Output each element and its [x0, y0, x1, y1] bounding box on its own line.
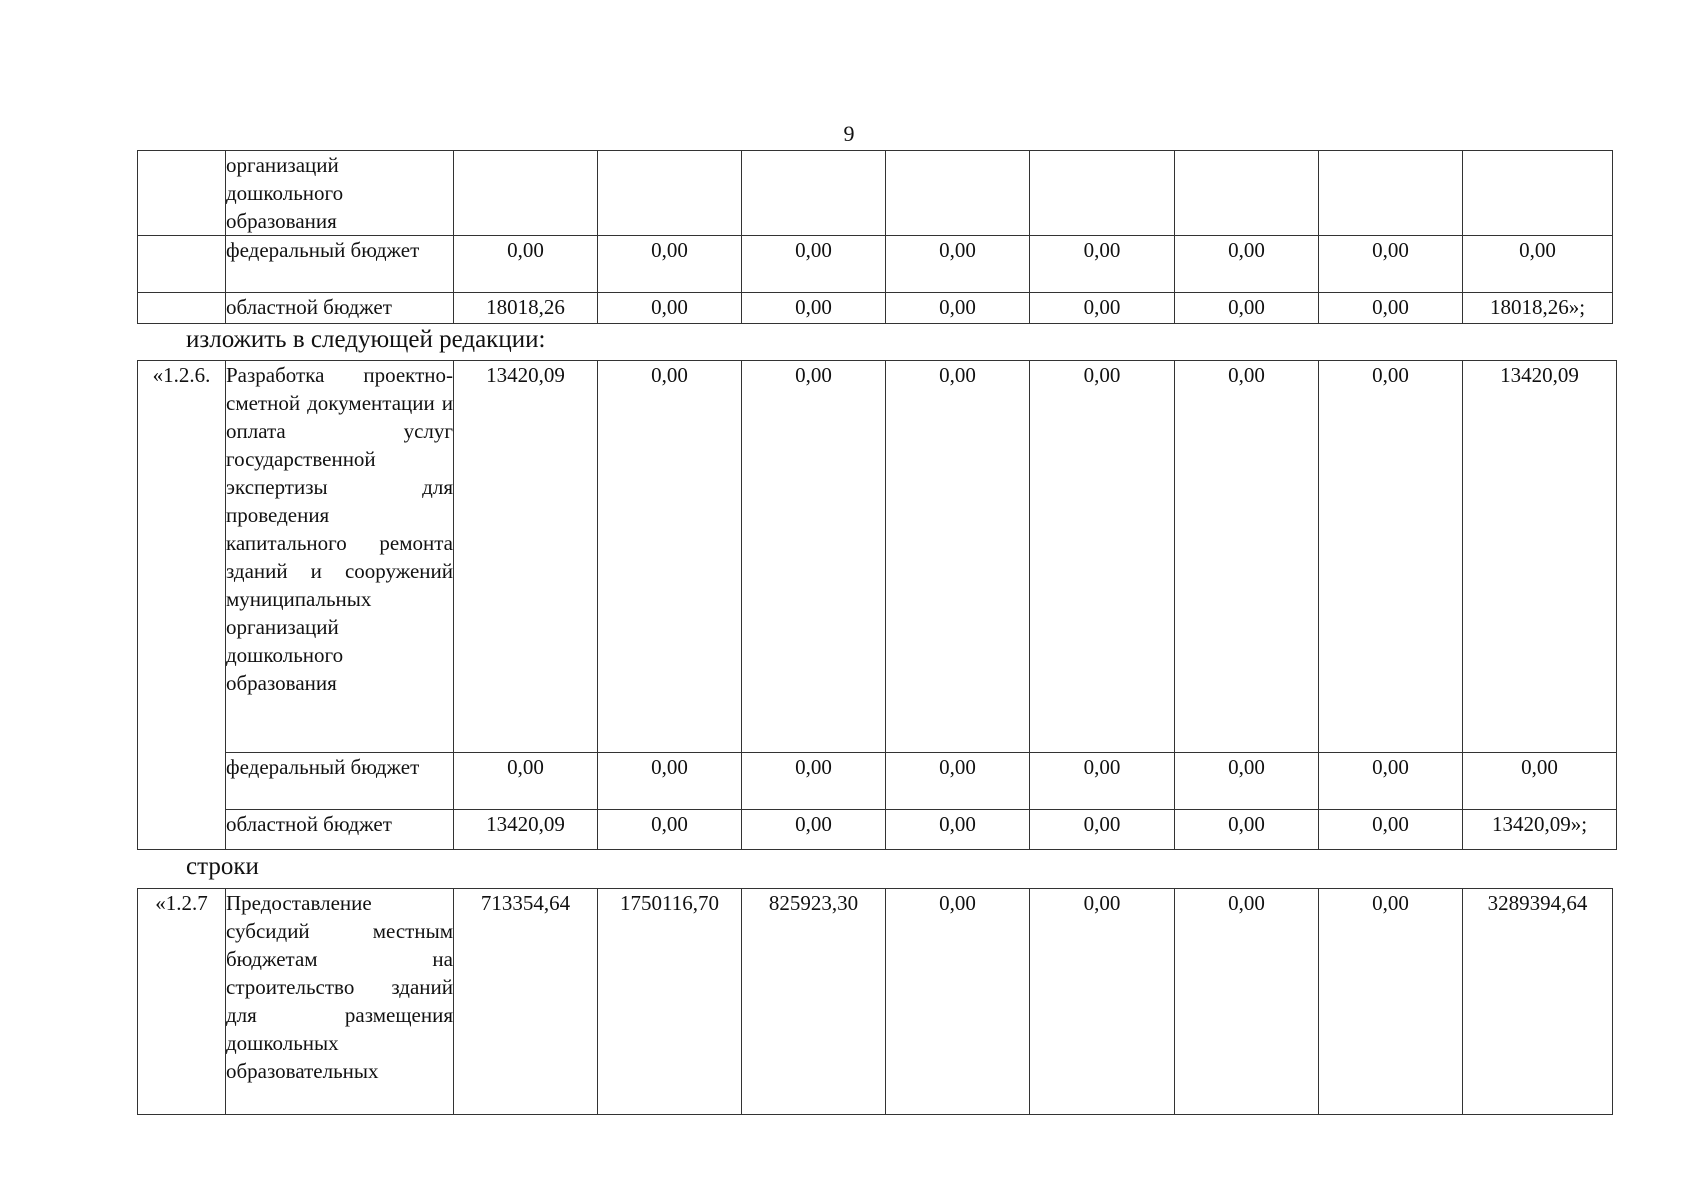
- value-cell: 0,00: [886, 810, 1030, 850]
- value-cell: 0,00: [1030, 810, 1175, 850]
- value-cell: 0,00: [1319, 236, 1463, 293]
- value-cell: 0,00: [598, 361, 742, 753]
- value-cell: 13420,09: [454, 810, 598, 850]
- value-cell: 0,00: [454, 753, 598, 810]
- table-row: [138, 151, 1613, 236]
- value-cell: 0,00: [598, 753, 742, 810]
- value-cell: 0,00: [1175, 810, 1319, 850]
- table-row: [138, 889, 1613, 1115]
- budget-table-next: [137, 888, 1613, 1115]
- budget-table-continuation: [137, 150, 1613, 324]
- value-cell: [1319, 151, 1463, 236]
- value-cell: 0,00: [886, 753, 1030, 810]
- row-description: областной бюджет: [226, 810, 454, 850]
- value-cell: 0,00: [1319, 361, 1463, 753]
- value-cell: 13420,09: [1463, 361, 1617, 753]
- table-row: [138, 810, 1617, 850]
- instruction-text: изложить в следующей редакции:: [186, 326, 546, 353]
- row-description: Предоставление субсидий местным бюджетам на строительство зданий для размещения дошкольных образовательных: [226, 889, 454, 1115]
- value-cell: 0,00: [1175, 753, 1319, 810]
- value-cell: 0,00: [1175, 889, 1319, 1115]
- value-cell: 18018,26»;: [1463, 293, 1613, 324]
- value-cell: 1750116,70: [598, 889, 742, 1115]
- value-cell: 0,00: [886, 293, 1030, 324]
- value-cell: 13420,09»;: [1463, 810, 1617, 850]
- value-cell: 0,00: [1463, 236, 1613, 293]
- value-cell: 0,00: [454, 236, 598, 293]
- value-cell: [742, 151, 886, 236]
- value-cell: 0,00: [1030, 236, 1175, 293]
- value-cell: 0,00: [1030, 889, 1175, 1115]
- row-description: организаций дошкольного образования: [226, 151, 454, 236]
- value-cell: 0,00: [1463, 753, 1617, 810]
- value-cell: 0,00: [742, 361, 886, 753]
- value-cell: [1175, 151, 1319, 236]
- value-cell: 0,00: [598, 810, 742, 850]
- value-cell: 0,00: [1319, 753, 1463, 810]
- row-description: федеральный бюджет: [226, 753, 454, 810]
- table-row: [138, 361, 1617, 753]
- value-cell: 0,00: [1030, 293, 1175, 324]
- budget-table-new-edition: [137, 360, 1617, 850]
- value-cell: 0,00: [742, 236, 886, 293]
- value-cell: 0,00: [1030, 753, 1175, 810]
- value-cell: 0,00: [886, 889, 1030, 1115]
- value-cell: 0,00: [742, 753, 886, 810]
- row-description: Разработка проектно-сметной документации и оплата услуг государственной экспертизы для проведения капитального ремонта зданий и сооружений муниципальных организаций дошкольного образования: [226, 361, 454, 753]
- table-row: [138, 293, 1613, 324]
- value-cell: 0,00: [1319, 810, 1463, 850]
- value-cell: 0,00: [1175, 236, 1319, 293]
- value-cell: 18018,26: [454, 293, 598, 324]
- row-description: федеральный бюджет: [226, 236, 454, 293]
- value-cell: 0,00: [1030, 361, 1175, 753]
- value-cell: [1463, 151, 1613, 236]
- page-number: 9: [843, 121, 855, 146]
- row-code: [138, 293, 226, 324]
- table-row: [138, 753, 1617, 810]
- value-cell: 0,00: [886, 361, 1030, 753]
- value-cell: 0,00: [742, 810, 886, 850]
- value-cell: [1030, 151, 1175, 236]
- row-description: областной бюджет: [226, 293, 454, 324]
- value-cell: [454, 151, 598, 236]
- value-cell: 0,00: [1175, 361, 1319, 753]
- value-cell: 825923,30: [742, 889, 886, 1115]
- value-cell: 0,00: [598, 293, 742, 324]
- row-code: [138, 236, 226, 293]
- table-row: [138, 236, 1613, 293]
- value-cell: 3289394,64: [1463, 889, 1613, 1115]
- row-code: «1.2.6.: [138, 361, 226, 850]
- instruction-text: строки: [186, 853, 259, 880]
- row-code: «1.2.7: [138, 889, 226, 1115]
- value-cell: 0,00: [742, 293, 886, 324]
- value-cell: 13420,09: [454, 361, 598, 753]
- value-cell: 0,00: [1175, 293, 1319, 324]
- value-cell: [886, 151, 1030, 236]
- value-cell: 0,00: [886, 236, 1030, 293]
- value-cell: 0,00: [1319, 889, 1463, 1115]
- row-code: [138, 151, 226, 236]
- value-cell: 713354,64: [454, 889, 598, 1115]
- value-cell: 0,00: [1319, 293, 1463, 324]
- value-cell: [598, 151, 742, 236]
- value-cell: 0,00: [598, 236, 742, 293]
